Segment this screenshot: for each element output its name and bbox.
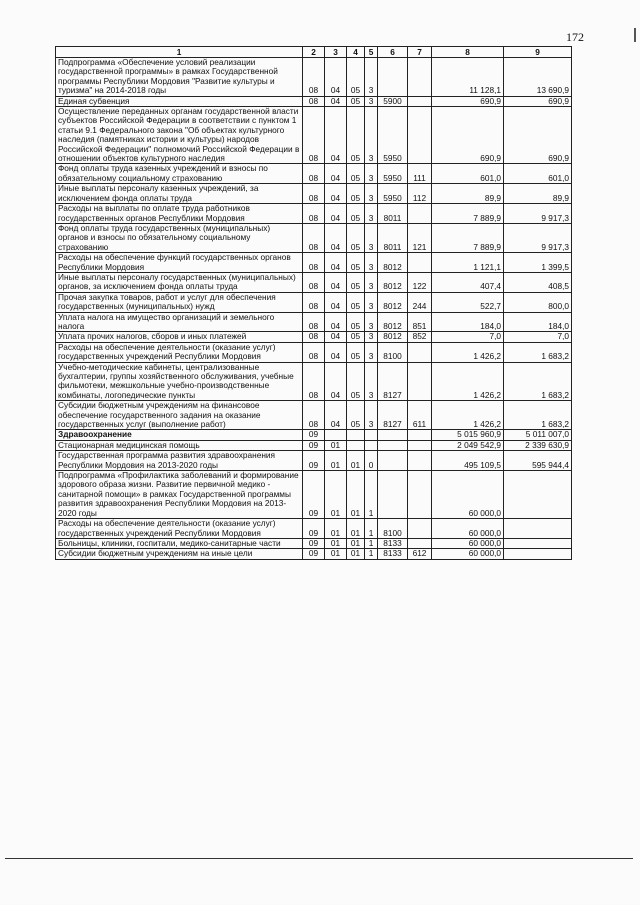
header-cell-direction: 6 [378, 47, 408, 58]
cell-section: 08 [303, 362, 325, 401]
cell-program: 05 [347, 184, 365, 204]
cell-amount-year1: 7 889,9 [432, 204, 504, 224]
cell-program: 05 [347, 164, 365, 184]
cell-direction [378, 58, 408, 97]
cell-direction: 8100 [378, 342, 408, 362]
header-cell-amount-year1: 8 [432, 47, 504, 58]
cell-direction: 8133 [378, 549, 408, 559]
cell-direction: 8012 [378, 332, 408, 342]
cell-expense-type: 851 [408, 312, 432, 332]
header-cell-amount-year2: 9 [504, 47, 572, 58]
cell-direction: 8127 [378, 401, 408, 430]
cell-program: 01 [347, 519, 365, 539]
cell-subsection: 04 [325, 164, 347, 184]
cell-amount-year2: 800,0 [504, 292, 572, 312]
cell-expense-type [408, 107, 432, 164]
cell-subsection: 04 [325, 58, 347, 97]
cell-expense-type [408, 430, 432, 440]
cell-program: 05 [347, 332, 365, 342]
cell-amount-year1: 60 000,0 [432, 471, 504, 519]
cell-subprogram: 3 [365, 58, 378, 97]
cell-section: 08 [303, 312, 325, 332]
cell-direction: 5950 [378, 164, 408, 184]
table-row [56, 362, 572, 401]
table-row [56, 519, 572, 539]
cell-name: Уплата прочих налогов, сборов и иных платежей [56, 332, 303, 342]
cell-amount-year1: 407,4 [432, 272, 504, 292]
cell-expense-type: 612 [408, 549, 432, 559]
cell-subprogram: 3 [365, 332, 378, 342]
table-row [56, 312, 572, 332]
cell-section: 09 [303, 538, 325, 548]
cell-amount-year2: 9 917,3 [504, 223, 572, 252]
cell-subsection: 04 [325, 253, 347, 273]
cell-amount-year1: 5 015 960,9 [432, 430, 504, 440]
cell-section: 09 [303, 519, 325, 539]
cell-name: Расходы на обеспечение деятельности (оказание услуг) государственных учреждений Республики Мордовия [56, 342, 303, 362]
cell-program: 05 [347, 58, 365, 97]
cell-amount-year1: 601,0 [432, 164, 504, 184]
cell-subprogram: 3 [365, 107, 378, 164]
cell-section: 08 [303, 58, 325, 97]
cell-program: 05 [347, 362, 365, 401]
cell-amount-year1: 1 426,2 [432, 401, 504, 430]
cell-section: 08 [303, 342, 325, 362]
cell-expense-type [408, 96, 432, 106]
cell-subsection: 01 [325, 549, 347, 559]
cell-name: Подпрограмма «Обеспечение условий реализации государственной программы» в рамках Государственной программы Республики Мордовия "Развитие культуры и туризма" на 2014-2018 годы [56, 58, 303, 97]
cell-amount-year2: 690,9 [504, 96, 572, 106]
cell-name: Иные выплаты персоналу казенных учреждений, за исключением фонда оплаты труда [56, 184, 303, 204]
cell-subprogram: 3 [365, 223, 378, 252]
table-header-row [56, 47, 572, 58]
cell-amount-year2: 89,9 [504, 184, 572, 204]
cell-amount-year2: 13 690,9 [504, 58, 572, 97]
cell-amount-year1: 690,9 [432, 107, 504, 164]
cell-expense-type [408, 440, 432, 450]
cell-amount-year1: 60 000,0 [432, 519, 504, 539]
cell-subsection: 01 [325, 519, 347, 539]
cell-section: 08 [303, 401, 325, 430]
cell-name: Расходы на обеспечение функций государственных органов Республики Мордовия [56, 253, 303, 273]
cell-program: 01 [347, 538, 365, 548]
cell-subprogram: 3 [365, 164, 378, 184]
cell-section: 08 [303, 223, 325, 252]
cell-expense-type [408, 519, 432, 539]
cell-subsection [325, 430, 347, 440]
cell-amount-year2: 9 917,3 [504, 204, 572, 224]
cell-expense-type: 121 [408, 223, 432, 252]
scan-edge-mark [634, 28, 636, 42]
header-cell-expense-type: 7 [408, 47, 432, 58]
cell-subprogram: 3 [365, 342, 378, 362]
cell-program: 01 [347, 549, 365, 559]
cell-subsection: 04 [325, 223, 347, 252]
cell-direction: 8012 [378, 272, 408, 292]
cell-subsection: 04 [325, 401, 347, 430]
cell-expense-type [408, 342, 432, 362]
cell-amount-year2: 408,5 [504, 272, 572, 292]
table-row [56, 164, 572, 184]
cell-program [347, 440, 365, 450]
cell-amount-year1: 1 426,2 [432, 342, 504, 362]
cell-expense-type: 111 [408, 164, 432, 184]
cell-expense-type [408, 538, 432, 548]
cell-amount-year1: 60 000,0 [432, 538, 504, 548]
budget-table [55, 46, 572, 560]
cell-direction: 8012 [378, 312, 408, 332]
cell-amount-year2: 1 683,2 [504, 342, 572, 362]
cell-subprogram: 3 [365, 292, 378, 312]
cell-subsection: 04 [325, 272, 347, 292]
cell-program: 05 [347, 204, 365, 224]
cell-amount-year1: 60 000,0 [432, 549, 504, 559]
cell-program: 05 [347, 272, 365, 292]
cell-section: 09 [303, 471, 325, 519]
cell-direction: 8133 [378, 538, 408, 548]
cell-amount-year1: 1 426,2 [432, 362, 504, 401]
table-row [56, 96, 572, 106]
cell-subprogram: 1 [365, 538, 378, 548]
cell-amount-year2: 1 399,5 [504, 253, 572, 273]
header-cell-subsection: 3 [325, 47, 347, 58]
cell-expense-type [408, 58, 432, 97]
table-row [56, 451, 572, 471]
cell-direction [378, 430, 408, 440]
cell-section: 09 [303, 440, 325, 450]
cell-direction: 8011 [378, 204, 408, 224]
cell-subsection: 01 [325, 471, 347, 519]
cell-direction: 5950 [378, 107, 408, 164]
cell-name: Стационарная медицинская помощь [56, 440, 303, 450]
cell-subprogram: 3 [365, 272, 378, 292]
cell-subprogram: 0 [365, 451, 378, 471]
cell-direction [378, 440, 408, 450]
cell-program: 05 [347, 312, 365, 332]
cell-amount-year1: 690,9 [432, 96, 504, 106]
cell-name: Уплата налога на имущество организаций и земельного налога [56, 312, 303, 332]
cell-subsection: 04 [325, 312, 347, 332]
cell-subprogram [365, 440, 378, 450]
cell-amount-year2: 1 683,2 [504, 401, 572, 430]
cell-amount-year2: 184,0 [504, 312, 572, 332]
cell-program: 05 [347, 107, 365, 164]
cell-subsection: 04 [325, 342, 347, 362]
table-row [56, 107, 572, 164]
table-body [56, 58, 572, 560]
cell-name: Подпрограмма «Профилактика заболеваний и формирование здорового образа жизни. Развитие первичной медико - санитарной помощи» в рамках Государственной программы развития здравоохранения Республики Мордовия на 2013-2020 годы [56, 471, 303, 519]
cell-subprogram: 1 [365, 549, 378, 559]
cell-program: 01 [347, 471, 365, 519]
cell-name: Единая субвенция [56, 96, 303, 106]
cell-subprogram: 3 [365, 253, 378, 273]
cell-subsection: 04 [325, 332, 347, 342]
cell-subprogram: 1 [365, 519, 378, 539]
cell-expense-type [408, 253, 432, 273]
cell-amount-year1: 7,0 [432, 332, 504, 342]
table-row [56, 184, 572, 204]
cell-section: 09 [303, 451, 325, 471]
cell-name: Иные выплаты персоналу государственных (муниципальных) органов, за исключением фонда оплаты труда [56, 272, 303, 292]
cell-name: Государственная программа развития здравоохранения Республики Мордовия на 2013-2020 годы [56, 451, 303, 471]
cell-amount-year1: 2 049 542,9 [432, 440, 504, 450]
cell-direction: 5900 [378, 96, 408, 106]
cell-program: 05 [347, 401, 365, 430]
cell-section: 08 [303, 204, 325, 224]
cell-program: 01 [347, 451, 365, 471]
cell-name: Фонд оплаты труда государственных (муниципальных) органов и взносы по обязательному социальному страхованию [56, 223, 303, 252]
cell-expense-type [408, 451, 432, 471]
table-row [56, 538, 572, 548]
cell-amount-year2 [504, 549, 572, 559]
cell-amount-year1: 89,9 [432, 184, 504, 204]
cell-direction [378, 471, 408, 519]
cell-amount-year2: 1 683,2 [504, 362, 572, 401]
cell-subsection: 04 [325, 204, 347, 224]
table-row [56, 401, 572, 430]
cell-direction: 5950 [378, 184, 408, 204]
cell-section: 08 [303, 292, 325, 312]
cell-expense-type: 244 [408, 292, 432, 312]
table-row [56, 223, 572, 252]
table-row [56, 440, 572, 450]
cell-name: Больницы, клиники, госпитали, медико-санитарные части [56, 538, 303, 548]
cell-expense-type: 112 [408, 184, 432, 204]
cell-amount-year1: 495 109,5 [432, 451, 504, 471]
cell-expense-type: 852 [408, 332, 432, 342]
cell-amount-year2 [504, 538, 572, 548]
cell-expense-type [408, 362, 432, 401]
cell-amount-year1: 1 121,1 [432, 253, 504, 273]
table-row [56, 332, 572, 342]
header-cell-program: 4 [347, 47, 365, 58]
cell-subsection: 01 [325, 451, 347, 471]
page-bottom-rule [5, 858, 633, 859]
cell-program: 05 [347, 342, 365, 362]
cell-amount-year1: 7 889,9 [432, 223, 504, 252]
cell-program [347, 430, 365, 440]
cell-amount-year2: 595 944,4 [504, 451, 572, 471]
page-number: 172 [566, 30, 584, 44]
cell-direction: 8100 [378, 519, 408, 539]
cell-amount-year2: 601,0 [504, 164, 572, 184]
cell-name: Учебно-методические кабинеты, централизованные бухгалтерии, группы хозяйственного обслуживания, учебные фильмотеки, межшкольные учебно-производственные комбинаты, логопедические пункты [56, 362, 303, 401]
cell-subprogram: 3 [365, 312, 378, 332]
header-cell-subprogram: 5 [365, 47, 378, 58]
cell-name: Субсидии бюджетным учреждениям на финансовое обеспечение государственного задания на оказание государственных услуг (выполнение работ) [56, 401, 303, 430]
header-cell-name: 1 [56, 47, 303, 58]
cell-amount-year2: 690,9 [504, 107, 572, 164]
cell-expense-type [408, 471, 432, 519]
table-row [56, 549, 572, 559]
cell-amount-year2 [504, 471, 572, 519]
cell-subprogram: 3 [365, 362, 378, 401]
cell-subprogram: 3 [365, 401, 378, 430]
table-row [56, 430, 572, 440]
cell-section: 08 [303, 164, 325, 184]
cell-section: 08 [303, 272, 325, 292]
cell-subprogram: 3 [365, 96, 378, 106]
cell-subsection: 04 [325, 292, 347, 312]
cell-amount-year2: 5 011 007,0 [504, 430, 572, 440]
cell-name: Прочая закупка товаров, работ и услуг для обеспечения государственных (муниципальных) нужд [56, 292, 303, 312]
cell-name: Фонд оплаты труда казенных учреждений и взносы по обязательному социальному страхованию [56, 164, 303, 184]
cell-section: 08 [303, 332, 325, 342]
cell-program: 05 [347, 253, 365, 273]
cell-direction: 8011 [378, 223, 408, 252]
cell-amount-year2 [504, 519, 572, 539]
cell-section: 09 [303, 430, 325, 440]
cell-section: 08 [303, 184, 325, 204]
table-row [56, 253, 572, 273]
cell-name: Осуществление переданных органам государственной власти субъектов Российской Федерации в соответствии с пунктом 1 статьи 9.1 Федерального закона "Об объектах культурного наследия (памятниках истории и культуры) народов Российской Федерации" полномочий Российской Федерации в отношении объектов культурного наследия [56, 107, 303, 164]
cell-name: Расходы на обеспечение деятельности (оказание услуг) государственных учреждений Республики Мордовия [56, 519, 303, 539]
cell-subprogram: 1 [365, 471, 378, 519]
cell-direction: 8127 [378, 362, 408, 401]
cell-subsection: 01 [325, 440, 347, 450]
cell-amount-year1: 11 128,1 [432, 58, 504, 97]
cell-direction [378, 451, 408, 471]
cell-section: 08 [303, 107, 325, 164]
cell-section: 08 [303, 253, 325, 273]
cell-direction: 8012 [378, 253, 408, 273]
cell-subsection: 01 [325, 538, 347, 548]
cell-name: Расходы на выплаты по оплате труда работников государственных органов Республики Мордовия [56, 204, 303, 224]
cell-name: Субсидии бюджетным учреждениям на иные цели [56, 549, 303, 559]
header-cell-section: 2 [303, 47, 325, 58]
cell-subsection: 04 [325, 96, 347, 106]
cell-amount-year1: 522,7 [432, 292, 504, 312]
cell-expense-type: 611 [408, 401, 432, 430]
cell-subsection: 04 [325, 184, 347, 204]
cell-section: 09 [303, 549, 325, 559]
table-row [56, 272, 572, 292]
cell-amount-year1: 184,0 [432, 312, 504, 332]
cell-subprogram [365, 430, 378, 440]
cell-amount-year2: 7,0 [504, 332, 572, 342]
cell-expense-type: 122 [408, 272, 432, 292]
table-row [56, 204, 572, 224]
cell-program: 05 [347, 223, 365, 252]
cell-section: 08 [303, 96, 325, 106]
cell-subsection: 04 [325, 362, 347, 401]
cell-expense-type [408, 204, 432, 224]
table-row [56, 342, 572, 362]
cell-amount-year2: 2 339 630,9 [504, 440, 572, 450]
cell-program: 05 [347, 96, 365, 106]
cell-program: 05 [347, 292, 365, 312]
cell-direction: 8012 [378, 292, 408, 312]
cell-subsection: 04 [325, 107, 347, 164]
cell-subprogram: 3 [365, 204, 378, 224]
table-row [56, 471, 572, 519]
cell-subprogram: 3 [365, 184, 378, 204]
table-row [56, 292, 572, 312]
table-row [56, 58, 572, 97]
cell-name: Здравоохранение [56, 430, 303, 440]
